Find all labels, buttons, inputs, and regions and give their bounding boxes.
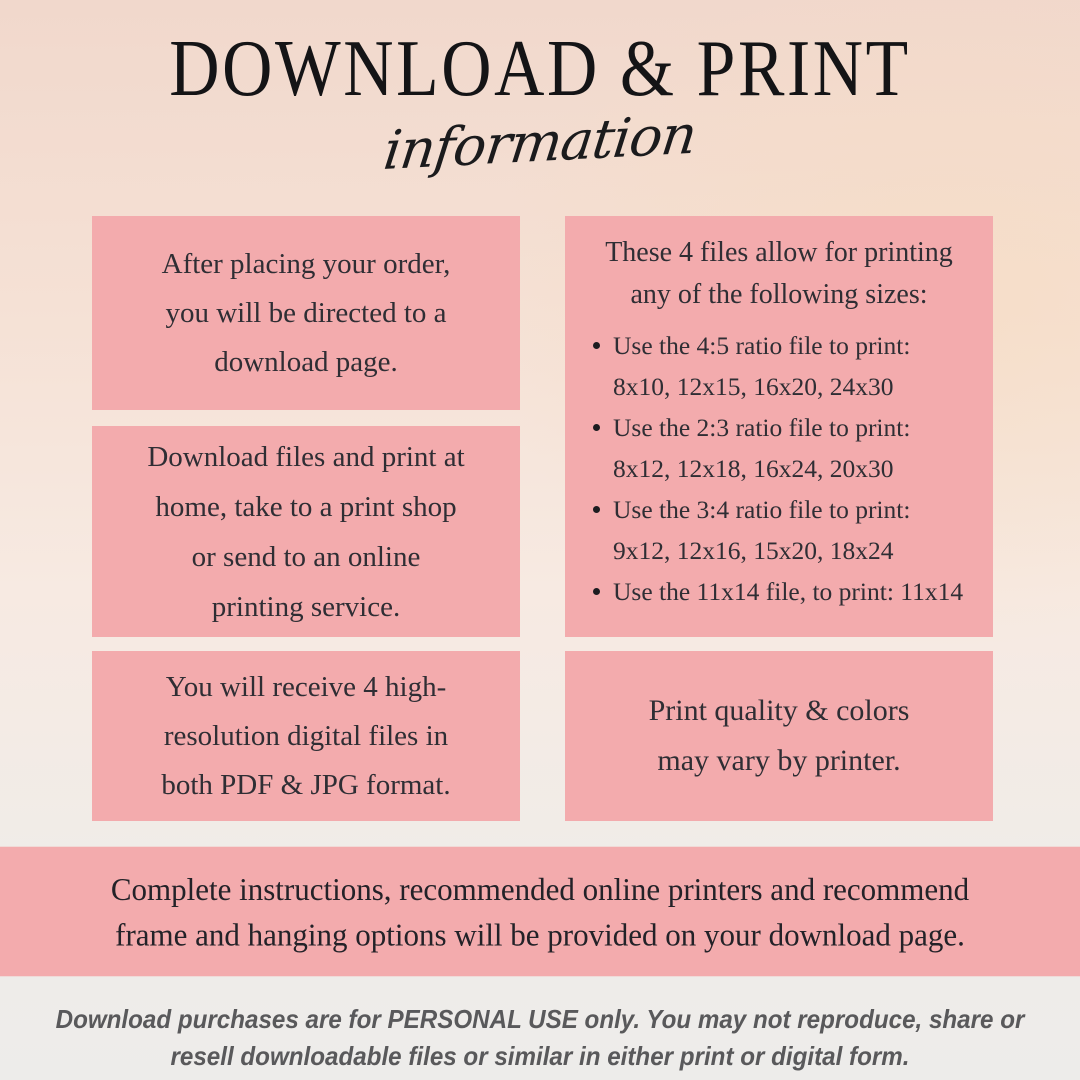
text-line: After placing your order, (161, 247, 451, 280)
text-line: These 4 files allow for printing (605, 237, 953, 268)
card-download-options (92, 426, 520, 637)
license-disclaimer (38, 1001, 1042, 1075)
header (0, 0, 1080, 183)
text-line: Download purchases are for PERSONAL USE only. You may not reproduce, share or (55, 1004, 1025, 1034)
card-print-sizes (565, 216, 993, 637)
list-item (593, 407, 975, 489)
text-line: You will receive 4 high- (165, 670, 447, 703)
text-line: Use the 4:5 ratio file to print: (613, 331, 911, 360)
list-item (593, 325, 975, 407)
page-subtitle: information (380, 102, 700, 183)
bullet-dot-icon (593, 342, 600, 349)
text-line: home, take to a print shop (155, 490, 457, 523)
sizes-heading (583, 232, 975, 316)
card-order-info (92, 216, 520, 410)
text-line: Use the 2:3 ratio file to print: (613, 413, 911, 442)
text-line: may vary by printer. (657, 744, 901, 777)
list-item (593, 489, 975, 571)
bullet-dot-icon (593, 588, 600, 595)
bullet-text (613, 571, 963, 612)
card-print-quality (565, 651, 993, 821)
text-line: Download files and print at (147, 440, 465, 473)
page-title: DOWNLOAD & PRINT (169, 25, 911, 113)
text-line: both PDF & JPG format. (161, 768, 451, 801)
bullet-text (613, 407, 910, 489)
text-line: Use the 11x14 file, to print: 11x14 (613, 577, 964, 606)
instructions-banner (0, 847, 1080, 977)
text-line: printing service. (211, 590, 401, 623)
text-line: you will be directed to a (165, 296, 447, 329)
bullet-text (613, 325, 910, 407)
text-line: any of the following sizes: (630, 279, 928, 310)
text-line: Print quality & colors (648, 694, 910, 727)
bullet-dot-icon (593, 424, 600, 431)
text-line: 8x12, 12x18, 16x24, 20x30 (613, 454, 894, 483)
text-line: frame and hanging options will be provided on your download page. (115, 916, 965, 953)
bullet-text (613, 489, 910, 571)
text-line: resell downloadable files or similar in either print or digital form. (170, 1041, 910, 1071)
text-line: 8x10, 12x15, 16x20, 24x30 (613, 372, 894, 401)
list-item (593, 571, 975, 612)
bullet-dot-icon (593, 506, 600, 513)
sizes-bullet-list (583, 325, 975, 612)
text-line: Use the 3:4 ratio file to print: (613, 495, 911, 524)
text-line: resolution digital files in (163, 719, 449, 752)
text-line: download page. (214, 345, 398, 378)
text-line: 9x12, 12x16, 15x20, 18x24 (613, 536, 894, 565)
text-line: Complete instructions, recommended online printers and recommend (110, 870, 970, 907)
text-line: or send to an online (191, 540, 421, 573)
card-files-received (92, 651, 520, 821)
